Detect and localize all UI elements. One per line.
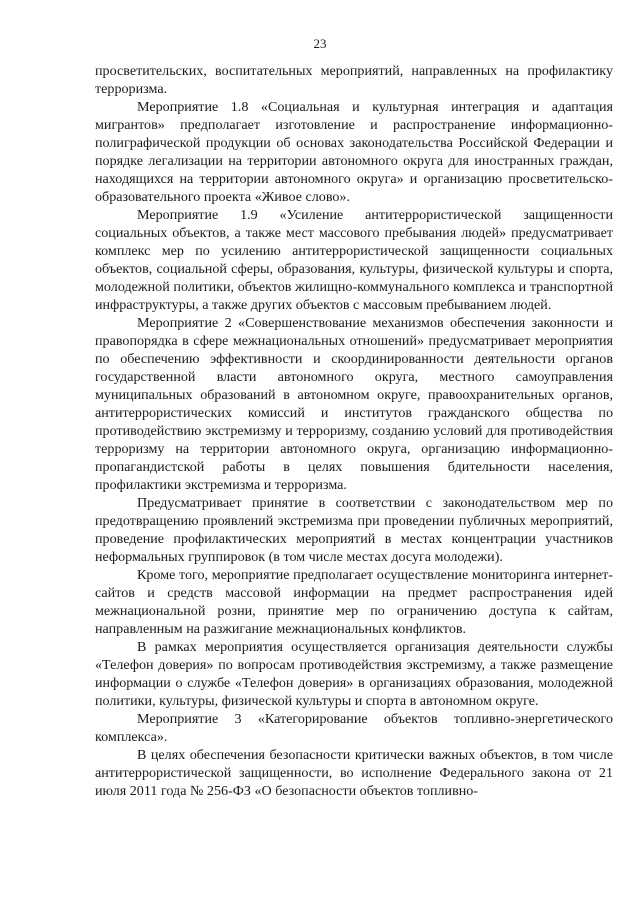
paragraph-measure-1-8: Мероприятие 1.8 «Социальная и культурная интеграция и адаптация мигрантов» предполагает изготовление и распространение информационно-полиграфической продукции об основах законодательства Российской Федерации и порядке легализации на территории автономного округа для иностранных граждан, находящихся на территории автономного округа» и организацию просветительско-образовательного проекта «Живое слово». bbox=[95, 99, 613, 205]
paragraph-public-events: Предусматривает принятие в соответствии с законодательством мер по предотвращению проявлений экстремизма при проведении публичных мероприятий, проведение профилактических мероприятий в местах концентрации участников неформальных группировок (в том числе местах досуга молодежи). bbox=[95, 495, 613, 565]
paragraph-critical-objects: В целях обеспечения безопасности критически важных объектов, в том числе антитеррористической защищенности, во исполнение Федерального закона от 21 июля 2011 года № 256-ФЗ «О безопасности объектов топливно- bbox=[95, 747, 613, 799]
paragraph-hotline: В рамках мероприятия осуществляется организация деятельности службы «Телефон доверия» по вопросам противодействия экстремизму, а также размещение информации о службе «Телефон доверия» в организациях образования, молодежной политики, культуры, физической культуры и спорта в автономном округе. bbox=[95, 639, 613, 709]
paragraph-continuation: просветительских, воспитательных мероприятий, направленных на профилактику терроризма. bbox=[95, 63, 613, 97]
page-number: 23 bbox=[313, 36, 327, 51]
paragraph-monitoring: Кроме того, мероприятие предполагает осуществление мониторинга интернет-сайтов и средств массовой информации на предмет распространения идей межнациональной розни, принятие мер по ограничению доступа к сайтам, направленным на разжигание межнациональных конфликтов. bbox=[95, 567, 613, 637]
paragraph-measure-3: Мероприятие 3 «Категорирование объектов топливно-энергетического комплекса». bbox=[95, 711, 613, 745]
paragraph-measure-2: Мероприятие 2 «Совершенствование механизмов обеспечения законности и правопорядка в сфере межнациональных отношений» предусматривает мероприятия по обеспечению эффективности и скоординированности деятельности органов государственной власти автономного округа, местного самоуправления муниципальных образований в автономном округе, правоохранительных органов, антитеррористических комиссий и институтов гражданского общества по противодействию экстремизму и терроризму, созданию условий для противодействия терроризму на территории автономного округа, организацию информационно-пропагандистской работы в целях повышения бдительности населения, профилактики экстремизма и терроризма. bbox=[95, 315, 613, 493]
document-body bbox=[95, 62, 613, 800]
paragraph-measure-1-9: Мероприятие 1.9 «Усиление антитеррористической защищенности социальных объектов, а также мест массового пребывания людей» предусматривает комплекс мер по усилению антитеррористической защищенности социальных объектов, социальной сферы, образования, культуры, физической культуры и спорта, молодежной политики, объектов жилищно-коммунального комплекса и транспортной инфраструктуры, а также других объектов с массовым пребыванием людей. bbox=[95, 207, 613, 313]
